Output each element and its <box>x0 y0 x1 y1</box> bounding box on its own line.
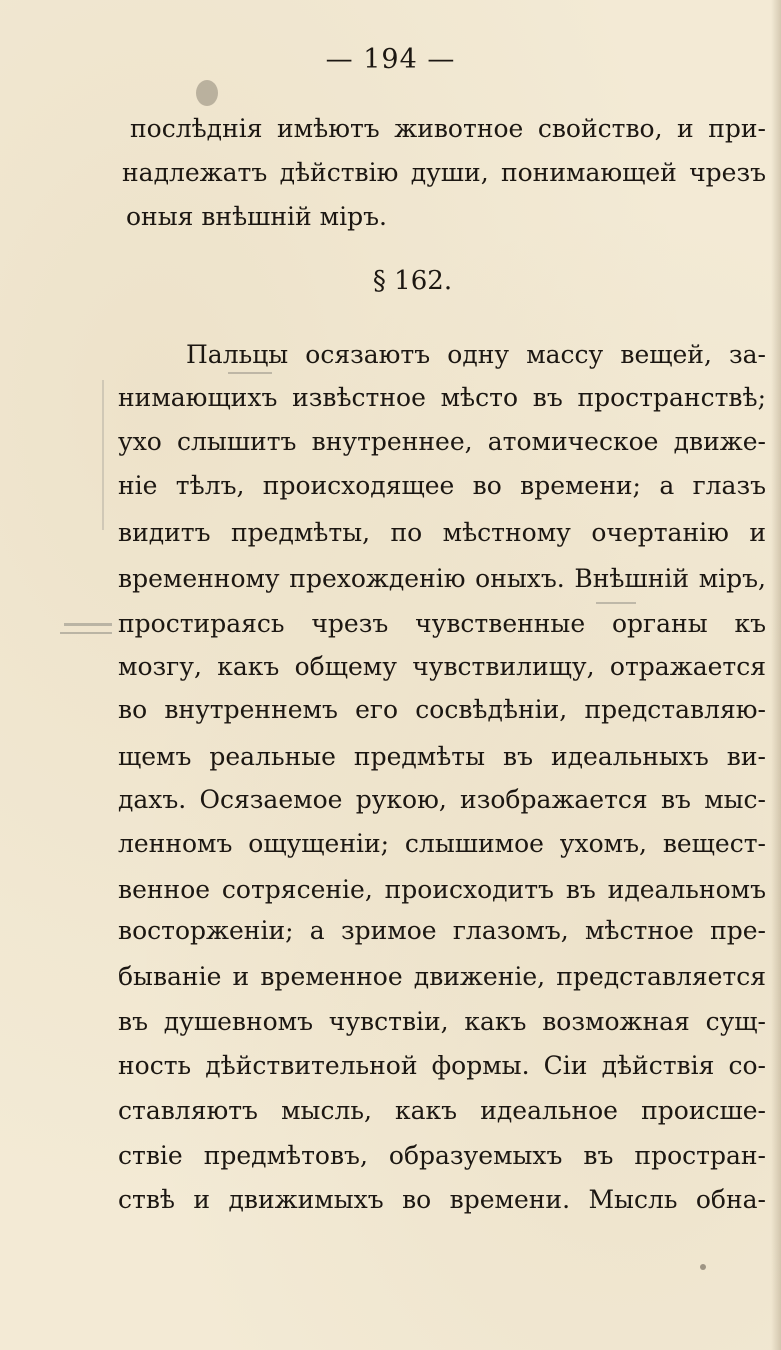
text-line: послѣднія имѣютъ животное свойство, и при- <box>130 114 766 143</box>
text-line: оныя внѣшній міръ. <box>126 202 387 231</box>
page-number: — 194 — <box>325 44 456 75</box>
text-line: нимающихъ извѣстное мѣсто въ пространствѣ; <box>118 383 766 412</box>
pencil-mark <box>60 632 112 634</box>
text-line: ставляютъ мысль, какъ идеальное происше- <box>118 1096 766 1125</box>
text-line: простираясь чрезъ чувственные органы къ <box>118 609 766 638</box>
text-line: мозгу, какъ общему чувствилищу, отражается <box>118 652 766 681</box>
pencil-mark <box>596 602 636 604</box>
pencil-mark <box>102 380 104 530</box>
text-line: ность дѣйствительной формы. Сіи дѣйствія со- <box>118 1051 766 1080</box>
pencil-mark <box>228 372 272 374</box>
section-heading: § 162. <box>372 266 453 296</box>
ink-smudge <box>196 80 218 106</box>
text-line: видитъ предмѣты, по мѣстному очертанію и <box>118 518 766 547</box>
text-line: временному прехожденію оныхъ. Внѣшній міръ, <box>118 564 766 593</box>
text-line: щемъ реальные предмѣты въ идеальныхъ ви- <box>118 742 766 771</box>
text-line: восторженіи; а зримое глазомъ, мѣстное пре- <box>118 916 766 945</box>
text-line: Пальцы осязаютъ одну массу вещей, за- <box>186 340 766 369</box>
text-line: ленномъ ощущеніи; слышимое ухомъ, вещест- <box>118 829 766 858</box>
text-line: въ душевномъ чувствіи, какъ возможная сущ- <box>118 1007 766 1036</box>
text-line: надлежатъ дѣйствію души, понимающей чрезъ <box>122 158 766 187</box>
text-line: дахъ. Осязаемое рукою, изображается въ мыс- <box>118 785 766 814</box>
ink-dot <box>700 1264 706 1270</box>
text-line: бываніе и временное движеніе, представляется <box>118 962 766 991</box>
text-line: ухо слышитъ внутреннее, атомическое движе- <box>118 427 766 456</box>
pencil-mark <box>64 623 112 626</box>
text-line: во внутреннемъ его сосвѣдѣніи, представляю- <box>118 695 766 724</box>
text-line: ствѣ и движимыхъ во времени. Мысль обна- <box>118 1185 766 1214</box>
text-line: ніе тѣлъ, происходящее во времени; а глазъ <box>118 471 766 500</box>
text-line: ствіе предмѣтовъ, образуемыхъ въ простран- <box>118 1141 766 1170</box>
text-line: венное сотрясеніе, происходитъ въ идеальномъ <box>118 875 766 904</box>
